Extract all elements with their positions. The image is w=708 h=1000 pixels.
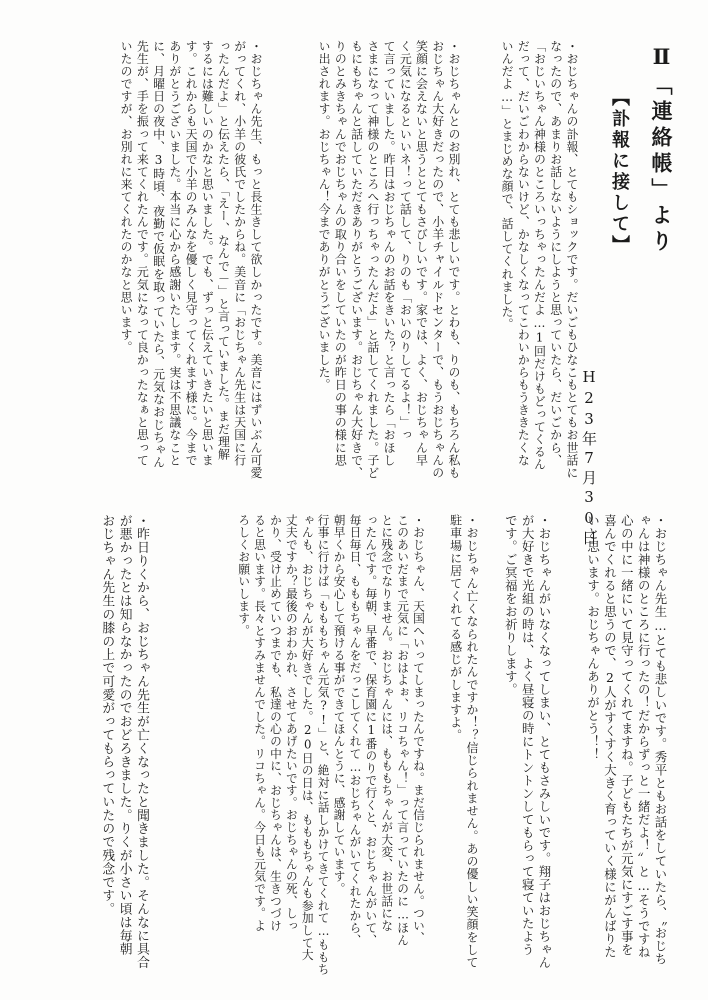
paragraph-bottom-4	[235, 514, 426, 976]
text-line: す。これからも天国で小羊のみんなを優しく見守ってくれます様に。今まで	[184, 40, 199, 467]
text-line: かり、受け止めていつまでも、私達の心の中に、おじちゃんは、生きつづけ	[268, 514, 283, 932]
text-line: く元気になるといいネ！って話して、りのも「おいのりしてるよ！」っ	[398, 40, 413, 442]
chapter-title: Ⅱ「連絡帳」より	[649, 44, 674, 256]
text-line: がってくれ、小羊の彼氏でしたからね。美音に「おじちゃん先生は天国に行	[232, 40, 247, 467]
section-subtitle: 【訃報に接して】	[609, 88, 630, 256]
text-line: とに残念でなりません。おじちゃんには、もももちゃんが大変、お世話にな	[380, 514, 395, 932]
text-line: ・おじちゃんの訃報、とてもショックです。だいごもひなこもとてもお世話に	[565, 40, 579, 479]
text-line: に、月曜日の夜中、3時頃、夜勤で仮眠を取っていたら、元気なおじちゃん	[151, 40, 166, 469]
text-line: が悪かったとは知らなかったのでおどろきました。りくが小さい頃は毎朝	[116, 514, 132, 956]
text-line: 毎日毎日、もももちゃんをだっこしてくれて…おじちゃんがいてくれたから、	[348, 514, 363, 947]
text-line: ・おじちゃんとのお別れ、とても悲しいです。とわも、りのも、もちろん私も	[447, 40, 461, 479]
text-line: ったんです。毎朝、早番で、保育園に1番のりで行くと、おじちゃんがいて、	[364, 514, 379, 947]
text-line: いと思います。おじちゃんありがとう！！	[585, 514, 601, 761]
text-line: ゃんは神様のところに行ったの！だからずっと一緒だよ！〟と…そうですね	[636, 514, 652, 959]
text-line: だって、だいごわからないけど、かなしくなってこわいからもうききたくな	[516, 40, 531, 467]
text-line: ったんだよ」と伝えたら、「えー、なんで－」と言っていました。まだ理解	[216, 40, 231, 461]
text-line: て言っていました。昨日はおじちゃんのお話をきいた？と言ったら「おほし	[382, 40, 397, 467]
text-line: 喜んでくれると思うので、2人がすくすく大きく育っていく様にがんばりた	[602, 514, 618, 959]
text-line: ・おじちゃん先生、もっと長生きして欲しかったです。美音にはずいぶん可愛	[249, 40, 263, 479]
text-line: 笑顔に会えないと思うととてもさびしいです。家では、よく、おじちゃん早	[414, 40, 429, 467]
paragraph-top-1	[499, 40, 580, 486]
text-line: ろしくお願いします。	[237, 514, 252, 637]
text-line: さまになって神様のところへ行っちゃったんだよ」と話してくれました。子ど	[365, 40, 380, 479]
paragraph-bottom-2	[501, 514, 552, 976]
text-line: ると思います。長々とすみませんでした。リコちゃん。今日も元気です。よ	[253, 514, 268, 932]
text-line: 先生が、手を振って来てくれたんです。元気になって良かったなぁと思って	[135, 40, 150, 467]
text-line: ありがとうございました。本当に心から感謝いたします。実は不思議なこと	[167, 40, 182, 467]
paragraph-top-2	[316, 40, 462, 486]
text-line: りのとみきちゃんでおじちゃんの取り合いをしていたのが昨日の事の様に思	[333, 40, 348, 467]
text-line: いんだよ…」とまじめな顔で、話してくれました。	[500, 40, 515, 331]
paragraph-bottom-5	[98, 514, 150, 976]
text-line: おじちゃん大好きだったので、小羊チャイルドセンターで、もうおじちゃんの	[430, 40, 445, 479]
text-line: ・おじちゃん亡くなられたんですか！？信じられません。あの優しい笑顔をして	[465, 514, 479, 969]
text-line: ・おじちゃん先生…とても悲しいです。秀平ともお話をしていたら、〝おじち	[653, 514, 668, 966]
text-line: 心の中に一緒にいて見守ってくれてますね。子どもたちが元気にすごす事を	[619, 514, 635, 956]
text-line: もにもちゃんと話していただきありがとうございます。おじちゃん大好きで、	[349, 40, 364, 479]
text-line: ・おじちゃん、天国へいってしまったんですね。まだ信じられません。つい、	[412, 514, 426, 945]
text-line: ・おじちゃんがいなくなってしまい、とてもさみしいです。翔子はおじちゃん	[537, 514, 552, 969]
paragraph-bottom-1	[584, 514, 668, 976]
entry-date: H23年7月30日	[580, 368, 598, 548]
text-line: いたのですが、お別れに来てくれたのかなと思います。	[119, 40, 134, 354]
text-line: が大好きで光組の時は、よく昼寝の時にトントンしてもらって寝ていたよう	[520, 514, 536, 956]
text-line: 行事に行けば「もももちゃん元気?!」と、絶対に話しかけてきてくれて…ももち	[316, 514, 331, 976]
text-line: 丈夫ですか？最後のおわかれ、させてあげたいです。おじちゃんの死、しっ	[284, 514, 299, 932]
text-line: ゃんも、おじちゃんが大好きでした。20日の日は、もももちゃんも参加して大	[300, 514, 315, 962]
text-line: おじちゃん先生の膝の上で可愛がってもらっていたので残念です。	[99, 514, 115, 916]
text-line: このあいだまで元気に「おはよぉ、リコちゃん！」って言っていたのに…ほん	[396, 514, 411, 947]
text-line: するには難しいのかなと思いました。でも、ずっと伝えていきたいと思いま	[200, 40, 215, 467]
text-line: 駐車場に居てくれてる感じがしますよ。	[448, 514, 463, 742]
text-line: い出されます。おじちゃん！今までありがとうございました。	[317, 40, 332, 392]
text-line: なったので、あまりお話しないようにしようと思っていたら、だいごから、	[548, 40, 563, 467]
text-line: ・昨日りくから、おじちゃん先生が亡くなったと聞きました。そんなに具合	[134, 514, 149, 970]
text-line: 「おじいちゃん神様のところいっちゃったんだよ…1回だけもどってくるん	[532, 40, 547, 471]
paragraph-top-3	[118, 40, 264, 486]
paragraph-bottom-3	[447, 514, 480, 976]
text-line: 朝早くから安心して預ける事ができてほんとうに、感謝しています。	[332, 514, 347, 895]
text-line: です。ご冥福をお祈りします。	[503, 514, 519, 696]
